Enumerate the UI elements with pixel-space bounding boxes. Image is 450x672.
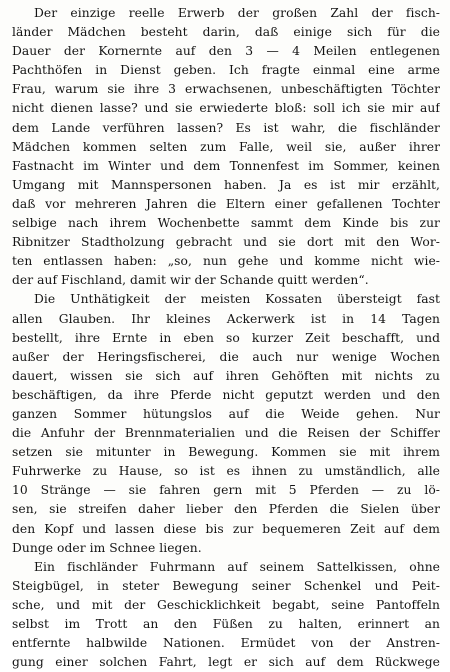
text-line: Die Unthätigkeit der meisten Kossaten übersteigt fast xyxy=(34,292,440,307)
text-line: allen Glauben. Ihr kleines Ackerwerk ist in 14 Tagen xyxy=(12,311,440,326)
text-line: sche, und mit der Geschicklichkeit begabt, seine Pantoffeln xyxy=(12,597,440,612)
text-line: bestellt, ihre Ernte in eben so kurzer Zeit beschafft, und xyxy=(12,330,440,345)
text-line: Fuhrwerke zu Hause, so ist es ihnen zu umständlich, alle xyxy=(12,464,440,479)
body-text xyxy=(12,4,440,672)
text-line: 10 Stränge — sie fahren gern mit 5 Pferden — zu lö- xyxy=(12,483,440,498)
text-line: gung einer solchen Fahrt, legt er sich auf dem Rückwege xyxy=(12,655,440,670)
text-line: außer der Heringsfischerei, die auch nur wenige Wochen xyxy=(12,349,440,364)
text-line: Mädchen kommen selten zum Falle, weil sie, außer ihrer xyxy=(12,139,440,154)
text-line: der auf Fischland, damit wir der Schande quitt werden“. xyxy=(12,273,369,288)
text-line: Dunge oder im Schnee liegen. xyxy=(12,540,202,555)
text-line: entfernte halbwilde Nationen. Ermüdet von der Anstren- xyxy=(12,636,440,651)
text-line: beschäftigen, da ihre Pferde nicht geputzt werden und den xyxy=(12,387,440,402)
text-line: Dauer der Kornernte auf den 3 — 4 Meilen entlegenen xyxy=(12,44,440,59)
text-line: den Kopf und lassen diese bis zur bequemeren Zeit auf dem xyxy=(12,521,440,536)
text-line: die Anfuhr der Brennmaterialien und die Reisen der Schiffer xyxy=(12,426,440,441)
text-line: Frau, warum sie ihre 3 erwachsenen, unbeschäftigten Töchter xyxy=(12,82,440,97)
text-line: Ribnitzer Stadtholzung gebracht und sie dort mit den Wor- xyxy=(12,235,440,250)
text-line: dem Lande verführen lassen? Es ist wahr, die fischländer xyxy=(12,120,440,135)
text-line: ganzen Sommer hütungslos auf die Weide gehen. Nur xyxy=(12,406,440,421)
text-line: Steigbügel, in steter Bewegung seiner Schenkel und Peit- xyxy=(12,578,440,593)
text-line: ten entlassen haben: „so, nun gehe und komme nicht wie- xyxy=(12,254,440,269)
text-line: Ein fischländer Fuhrmann auf seinem Sattelkissen, ohne xyxy=(34,559,440,574)
text-line: Der einzige reelle Erwerb der großen Zahl der fisch- xyxy=(34,6,440,20)
text-line: dauert, wissen sie sich auf ihren Gehöften mit nichts zu xyxy=(12,368,440,383)
text-line: selbst im Trott an den Füßen zu halten, erinnert an xyxy=(12,617,440,631)
text-line: länder Mädchen besteht darin, daß einige sich für die xyxy=(12,25,440,40)
text-line: sen, sie streifen daher lieber den Pferden die Sielen über xyxy=(12,502,440,517)
text-line: selbige nach ihrem Wochenbette sammt dem Kinde bis zur xyxy=(12,216,440,231)
text-line: Fastnacht im Winter und dem Tonnenfest im Sommer, keinen xyxy=(12,158,440,173)
text-line: nicht dienen lasse? und sie erwiederte bloß: soll ich sie mir auf xyxy=(12,101,440,116)
text-line: setzen sie mitunter in Bewegung. Kommen sie mit ihrem xyxy=(12,445,440,460)
text-line: Umgang mit Mannspersonen haben. Ja es ist mir erzählt, xyxy=(12,177,440,192)
text-line: daß vor mehreren Jahren die Eltern einer gefallenen Tochter xyxy=(12,196,440,211)
text-line: Pachthöfen in Dienst geben. Ich fragte einmal eine arme xyxy=(12,63,440,78)
